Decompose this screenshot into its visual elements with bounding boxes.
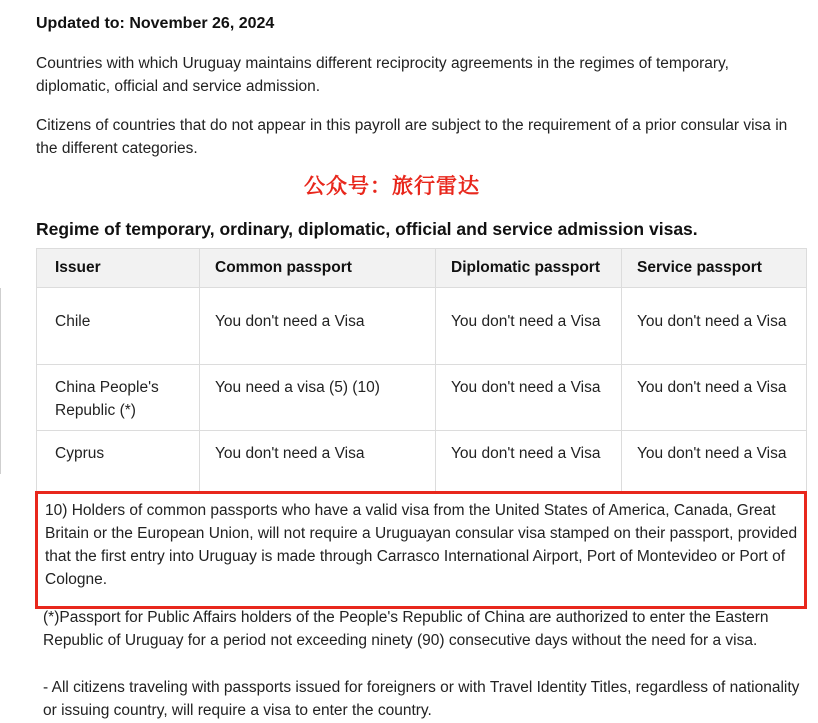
header-service-passport: Service passport [622, 249, 807, 288]
foreigners-note: - All citizens traveling with passports issued for foreigners or with Travel Identity Titles, regardless of nationality or issuing country, will require a visa to enter the country. [43, 679, 800, 719]
note-10-text: 10) Holders of common passports who have a valid visa from the United States of America, Canada, Great Britain or the European Union, will not require a Uruguayan consular visa stamped on their passport, provided that the first entry into Uruguay is made through Carrasco International Airport, Port of Montevideo or Port of Cologne. [45, 502, 798, 588]
intro-paragraph-1: Countries with which Uruguay maintains different reciprocity agreements in the regimes of temporary, diplomatic, official and service admission. [36, 55, 729, 95]
cell-common: You need a visa (5) (10) [200, 365, 436, 431]
cell-diplomatic: You don't need a Visa [436, 299, 622, 365]
header-diplomatic-passport: Diplomatic passport [436, 249, 622, 288]
public-affairs-note: (*)Passport for Public Affairs holders of the People's Republic of China are authorized to enter the Eastern Republic of Uruguay for a period not exceeding ninety (90) consecutive days without the need for a visa. [43, 609, 769, 649]
updated-date: Updated to: November 26, 2024 [36, 15, 275, 32]
highlighted-note-box [35, 491, 807, 609]
cell-common: You don't need a Visa [200, 431, 436, 497]
cell-common: You don't need a Visa [200, 299, 436, 365]
table-row [37, 431, 807, 497]
header-common-passport: Common passport [200, 249, 436, 288]
cell-issuer: Cyprus [37, 431, 200, 497]
cell-diplomatic: You don't need a Visa [436, 365, 622, 431]
cell-issuer: Chile [37, 299, 200, 365]
table-row [37, 299, 807, 365]
header-issuer: Issuer [37, 249, 200, 288]
section-title: Regime of temporary, ordinary, diplomatic, official and service admission visas. [36, 219, 698, 239]
intro-paragraph-2: Citizens of countries that do not appear in this payroll are subject to the requirement of a prior consular visa in the different categories. [36, 117, 788, 157]
cell-service: You don't need a Visa [622, 299, 807, 365]
cell-issuer: China People's Republic (*) [37, 365, 200, 431]
cell-diplomatic: You don't need a Visa [436, 431, 622, 497]
page-edge-divider [0, 288, 1, 474]
cell-service: You don't need a Visa [622, 431, 807, 497]
table-header-row [37, 249, 807, 288]
watermark-text: 公众号：旅行雷达 [304, 174, 480, 198]
visa-table [36, 248, 807, 497]
table-row [37, 365, 807, 431]
table-spacer-row [37, 288, 807, 300]
cell-service: You don't need a Visa [622, 365, 807, 431]
